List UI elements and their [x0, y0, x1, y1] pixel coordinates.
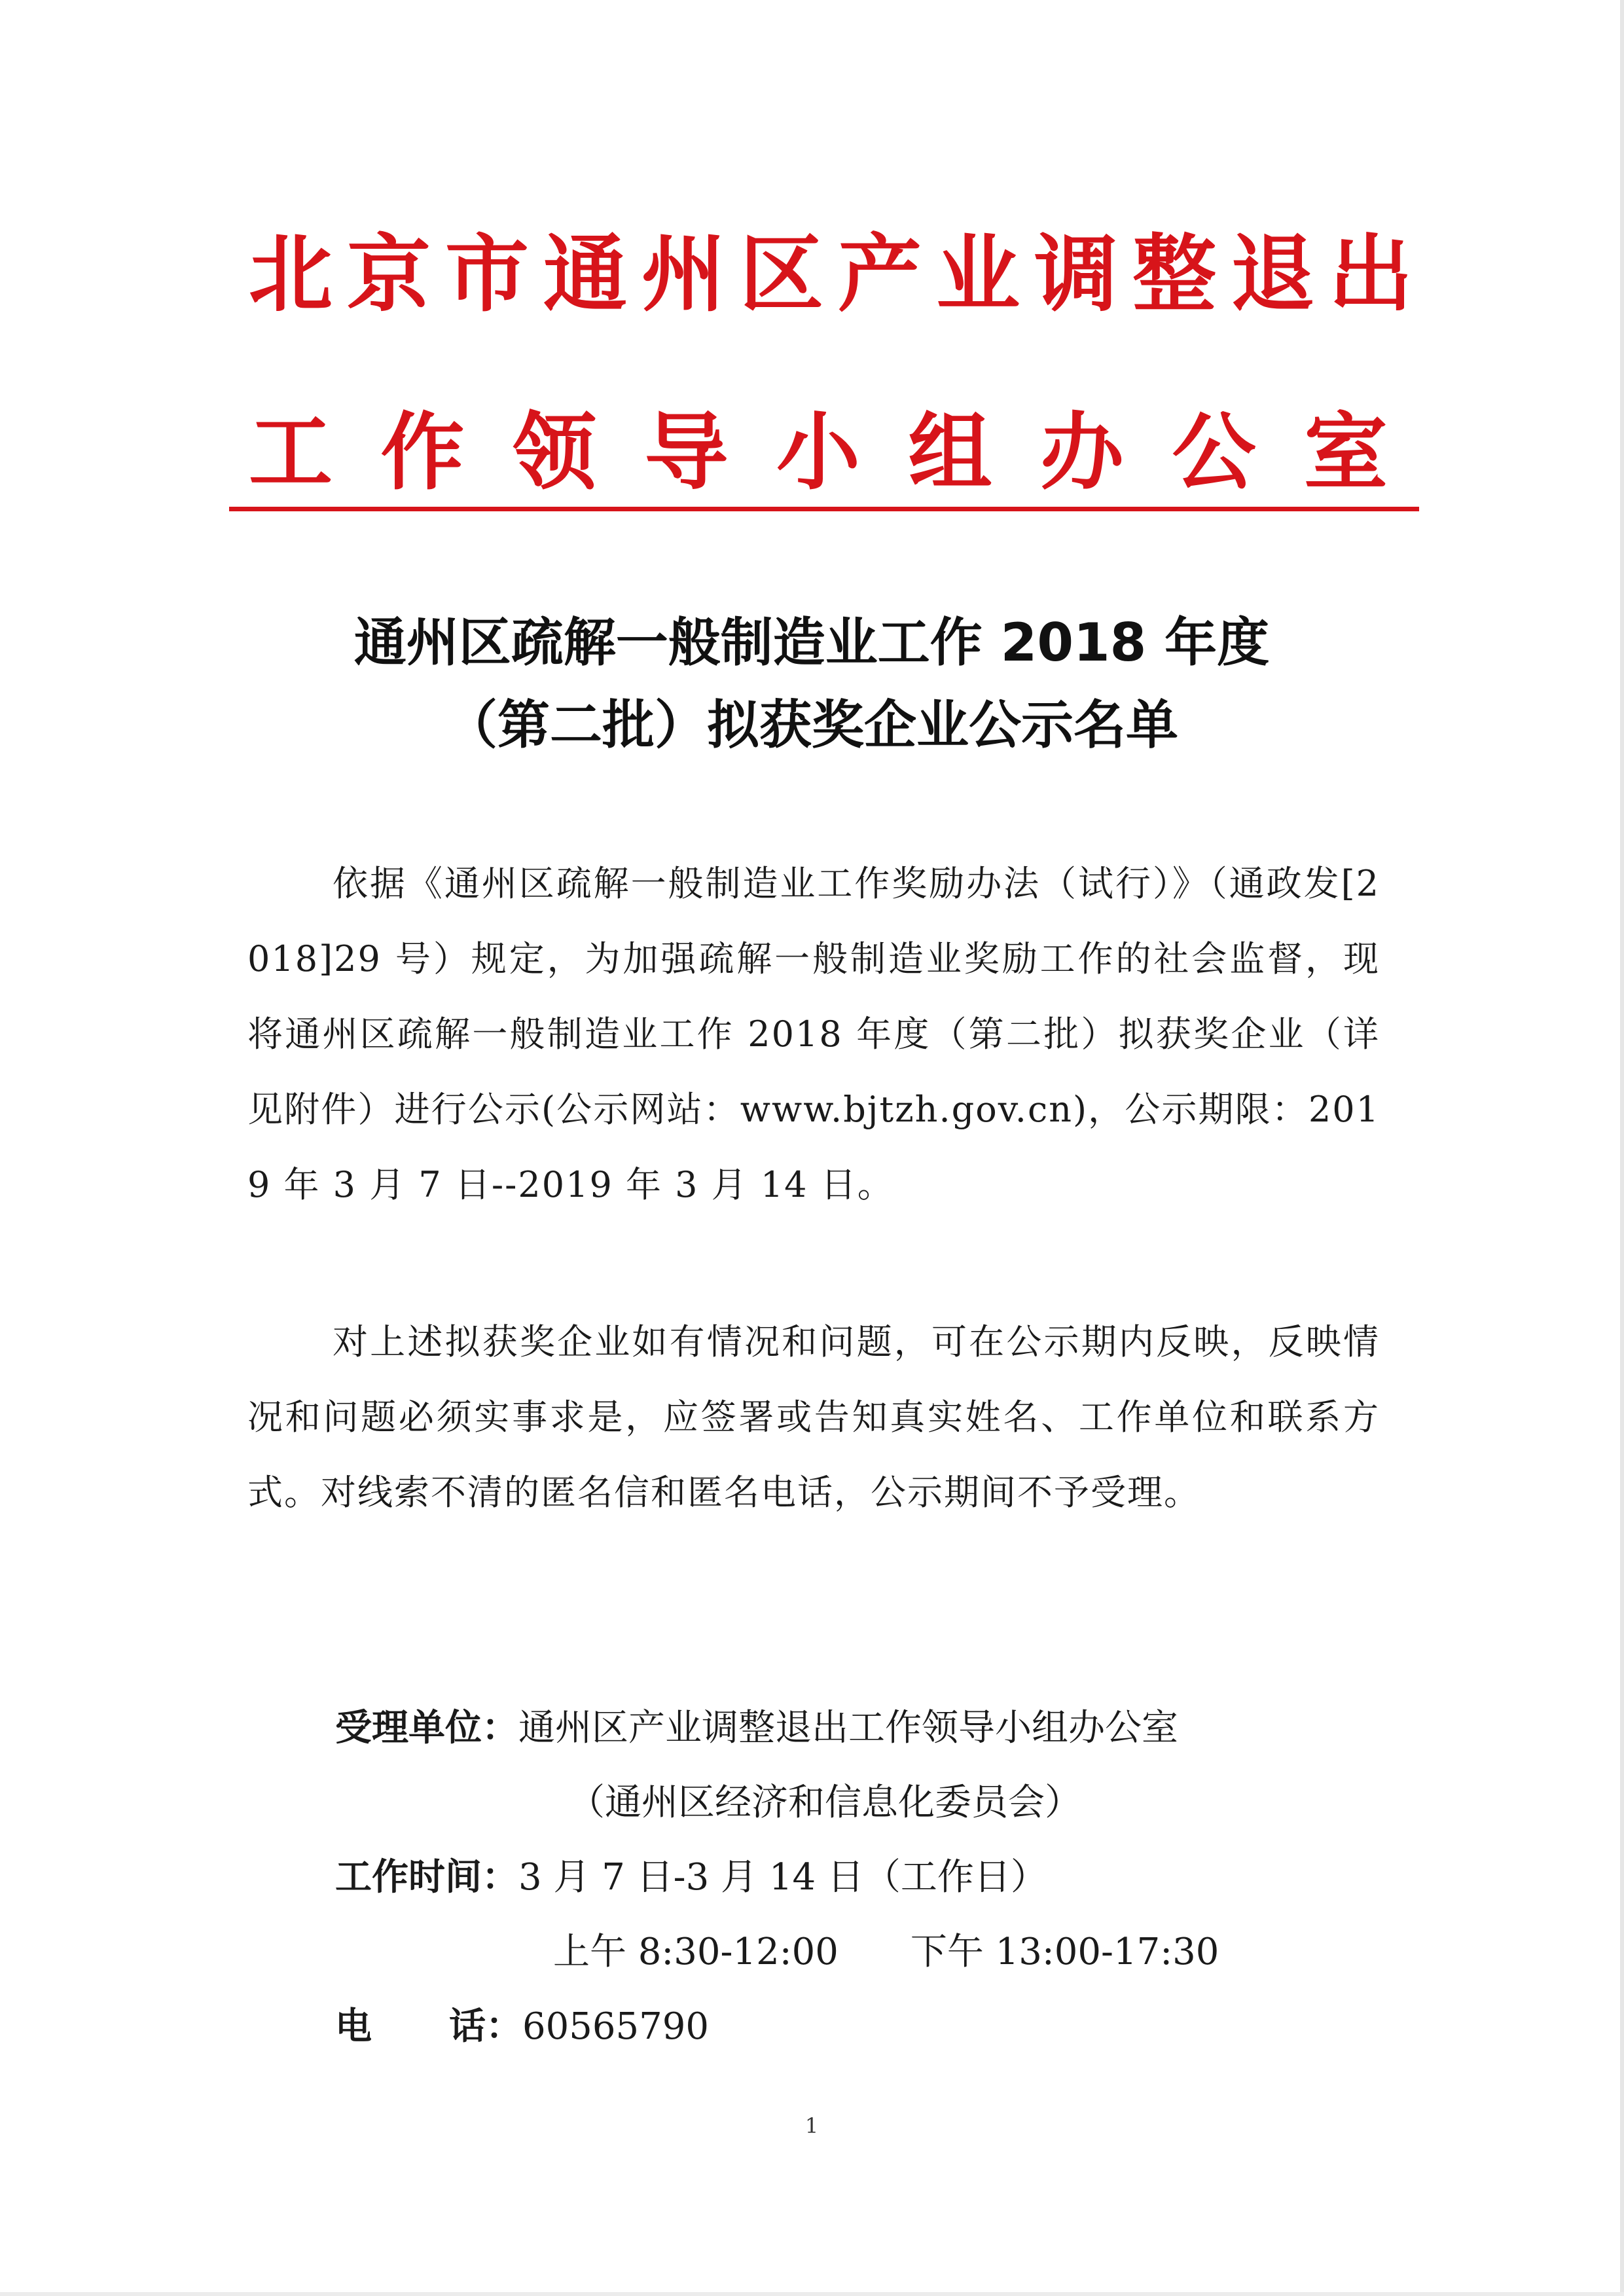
unit-value: 通州区产业调整退出工作领导小组办公室: [518, 1707, 1178, 1749]
body-paragraph-1: 依据《通州区疏解一般制造业工作奖励办法（试行）》（通政发[2018]29 号）规定，为加强疏解一般制造业奖励工作的社会监督，现将通州区疏解一般制造业工作 2018 年度（第二批）拟获奖企业（详见附件）进行公示(公示网站：www.bjtzh.gov.cn)，公示期限：2019 年 3 月 7 日--2019 年 3 月 14 日。: [247, 863, 1380, 1205]
scan-edge-right: [1620, 0, 1624, 2296]
info-unit-row-2: [568, 1765, 1081, 1840]
phone-label-char-1: 电: [335, 2005, 372, 2048]
phone-label: [335, 1989, 522, 2064]
document-title-line-2: （第二批）拟获奖企业公示名单: [445, 695, 1178, 756]
time-pm: 下午 13:00-17:30: [910, 1931, 1219, 1973]
phone-value: 60565790: [522, 2005, 710, 2048]
unit-label: 受理单位：: [335, 1707, 518, 1749]
red-divider-rule: [229, 507, 1419, 511]
info-hours-row: [553, 1914, 1219, 1990]
info-unit-row: [335, 1690, 1178, 1766]
body-paragraph-2: 对上述拟获奖企业如有情况和问题，可在公示期内反映，反映情况和问题必须实事求是，应签署或告知真实姓名、工作单位和联系方式。对线索不清的匿名信和匿名电话，公示期间不予受理。: [247, 1321, 1380, 1513]
info-time-row: [335, 1840, 1047, 1915]
masthead-line-2: 工作领导小组办公室: [249, 404, 1388, 501]
document-title-line-1: 通州区疏解一般制造业工作 2018 年度: [353, 612, 1270, 673]
unit-value-secondary: （通州区经济和信息化委员会）: [568, 1781, 1081, 1824]
scan-edge-bottom: [0, 2292, 1624, 2296]
page-number: 1: [804, 2113, 819, 2138]
time-label: 工作时间：: [335, 1856, 518, 1899]
time-am: 上午 8:30-12:00: [553, 1931, 839, 1973]
phone-label-char-2: 话：: [449, 2005, 522, 2048]
info-phone-row: [335, 1989, 709, 2064]
masthead-line-1: 北京市通州区产业调整退出: [249, 226, 1428, 323]
time-value: 3 月 7 日-3 月 14 日（工作日）: [518, 1856, 1047, 1899]
